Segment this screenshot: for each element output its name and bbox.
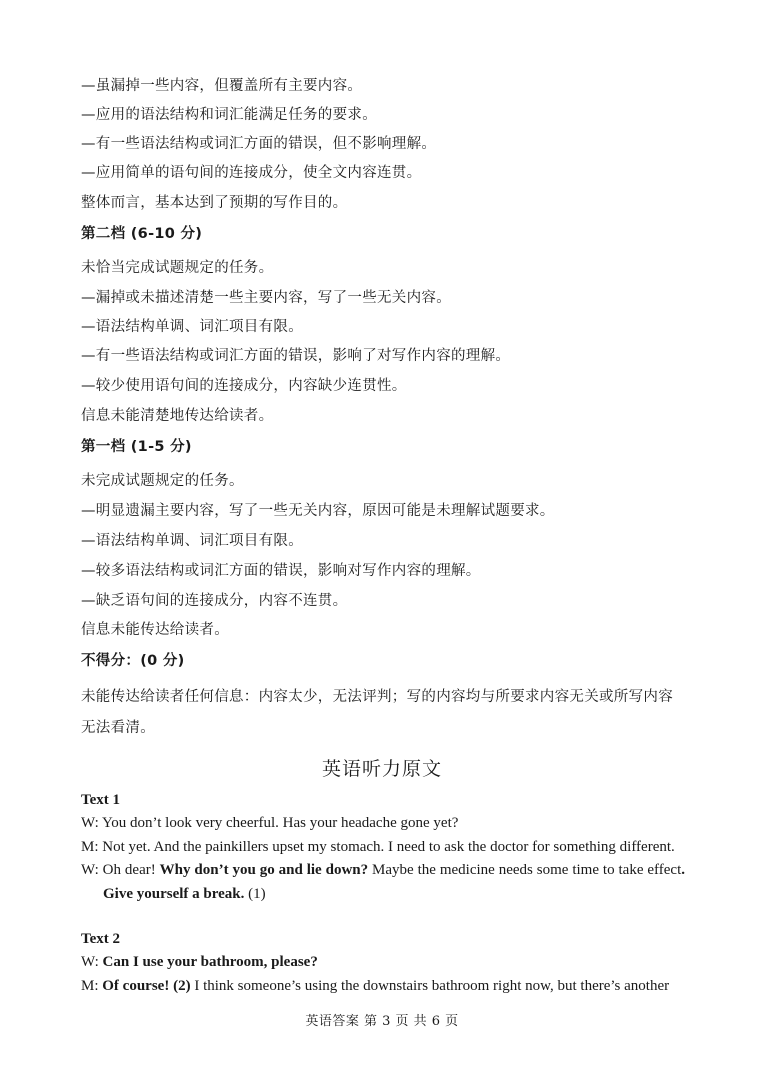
speaker-prefix: M: (81, 977, 103, 994)
dialogue-line: M: Not yet. And the painkillers upset my stomach. I need to ask the doctor for something different. (81, 838, 675, 855)
text2-heading: Text 2 (81, 931, 121, 947)
dialogue-line (81, 859, 685, 906)
dialogue-line (81, 975, 685, 999)
zero-score-heading: 不得分：(0 分) (81, 653, 185, 669)
speaker-prefix: W: Oh dear! (81, 862, 160, 878)
level1-heading: 第一档 (1-5 分) (81, 439, 192, 455)
answer-marker: (1) (244, 885, 266, 902)
level2-heading: 第二档 (6-10 分) (81, 226, 203, 242)
criteria-line: —有一些语法结构或词汇方面的错误，但不影响理解。 (81, 136, 437, 152)
criteria-line: —应用简单的语句间的连接成分，使全文内容连贯。 (81, 165, 422, 181)
criteria-line: —语法结构单调、词汇项目有限。 (81, 319, 303, 335)
criteria-summary: 信息未能清楚地传达给读者。 (81, 408, 274, 424)
criteria-summary: 整体而言，基本达到了预期的写作目的。 (81, 195, 348, 211)
criteria-line: —漏掉或未描述清楚一些主要内容，写了一些无关内容。 (81, 290, 451, 306)
criteria-line: —缺乏语句间的连接成分，内容不连贯。 (81, 593, 348, 609)
key-phrase: . Give yourself a break. (103, 862, 685, 902)
section-title: 英语听力原文 (321, 758, 442, 780)
text2-dialogue (81, 951, 685, 998)
criteria-line: —语法结构单调、词汇项目有限。 (81, 533, 303, 549)
zero-score-text: 未能传达给读者任何信息：内容太少，无法评判；写的内容均与所要求内容无关或所写内容无法看清。 (81, 689, 673, 736)
dialogue-text: Maybe the medicine needs some time to take effect (368, 862, 682, 878)
criteria-line: 未完成试题规定的任务。 (81, 473, 244, 489)
key-phrase: Can I use your bathroom, please? (102, 954, 318, 970)
text1-dialogue (81, 812, 685, 906)
criteria-line: —较少使用语句间的连接成分，内容缺少连贯性。 (81, 378, 407, 394)
criteria-line: —明显遗漏主要内容，写了一些无关内容，原因可能是未理解试题要求。 (81, 503, 555, 519)
criteria-line: —较多语法结构或词汇方面的错误，影响对写作内容的理解。 (81, 563, 481, 579)
criteria-line: —应用的语法结构和词汇能满足任务的要求。 (81, 107, 377, 123)
dialogue-line: W: You don’t look very cheerful. Has your headache gone yet? (81, 815, 459, 831)
criteria-line: 未恰当完成试题规定的任务。 (81, 260, 274, 276)
criteria-line: —有一些语法结构或词汇方面的错误，影响了对写作内容的理解。 (81, 348, 511, 364)
dialogue-line (81, 951, 685, 975)
dialogue-text: I think someone’s using the downstairs bathroom right now, but there’s another (190, 977, 670, 994)
text1-heading: Text 1 (81, 792, 121, 808)
key-phrase: Of course! (2) (102, 977, 191, 994)
key-phrase: Why don’t you go and lie down? (159, 862, 369, 878)
criteria-line: —虽漏掉一些内容，但覆盖所有主要内容。 (81, 78, 363, 94)
speaker-prefix: W: (81, 954, 103, 970)
page-footer: 英语答案 第 3 页 共 6 页 (305, 1014, 459, 1029)
criteria-summary: 信息未能传达给读者。 (81, 622, 229, 638)
